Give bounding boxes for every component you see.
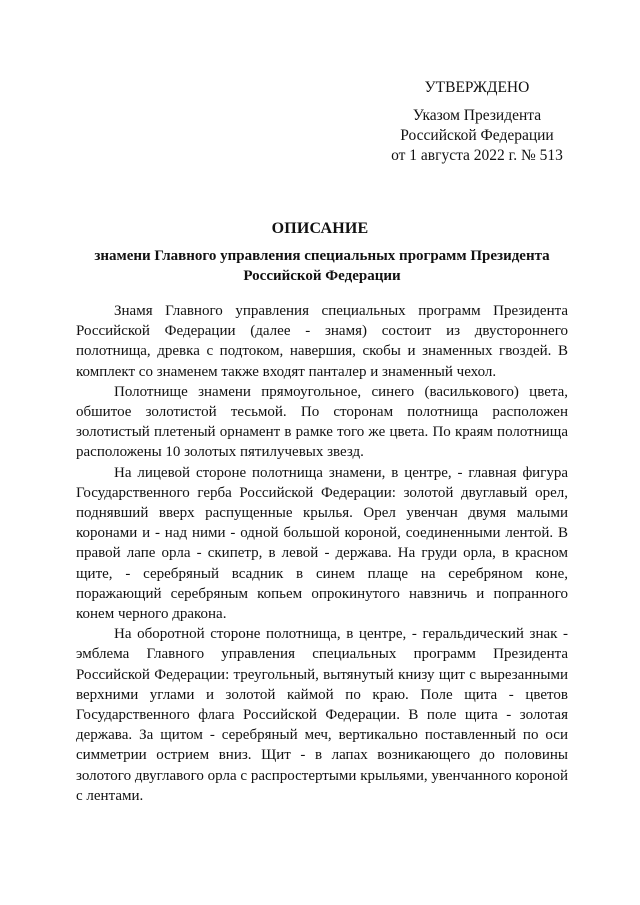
approval-line-1: Указом Президента <box>412 107 542 124</box>
paragraph-2: Полотнище знамени прямоугольное, синего (василькового) цвета, обшитое золотистой тесьмой. По сторонам полотнища расположен золотистый плетеный орнамент в рамке того же цвета. По краям полотнища расположены 10 золотых пятилучевых звезд. <box>76 383 568 461</box>
approval-block <box>372 78 582 166</box>
document-subtitle: знамени Главного управления специальных программ Президента Российской Федерации <box>94 248 550 284</box>
approval-stamp: УТВЕРЖДЕНО <box>424 79 530 96</box>
paragraph-1: Знамя Главного управления специальных программ Президента Российской Федерации (далее - знамя) состоит из двустороннего полотнища, древка с подтоком, навершия, скобы и знаменных гвоздей. В комплект со знаменем также входят панталер и знаменный чехол. <box>76 303 568 380</box>
approval-line-2: Российской Федерации <box>400 127 554 144</box>
paragraph-3: На лицевой стороне полотнища знамени, в центре, - главная фигура Государственного герба Российской Федерации: золотой двуглавый орел, поднявший вверх распущенные крылья. Орел увенчан двумя малыми коронами и - над ними - одной большой короной, соединенными лентой. В правой лапе орла - скипетр, в левой - держава. На груди орла, в красном щите, - серебряный всадник в синем плаще на серебряном коне, поражающий серебряным копьем опрокинутого навзничь и попранного конем черного дракона. <box>76 464 568 623</box>
paragraph-4: На оборотной стороне полотнища, в центре, - геральдический знак - эмблема Главного управления специальных программ Президента Российской Федерации: треугольный, вытянутый книзу щит с вырезанными верхними углами и золотой каймой по краю. Поле щита - цветов Государственного флага Российской Федерации. В поле щита - золотая держава. За щитом - серебряный меч, вертикально поставленный по оси симметрии острием вниз. Щит - в лапах возникающего до половины золотого двуглавого орла с распростертыми крыльями, увенчанного короной с лентами. <box>76 626 568 804</box>
document-body <box>76 301 568 806</box>
document-title: ОПИСАНИЕ <box>271 220 369 237</box>
approval-line-3: от 1 августа 2022 г. № 513 <box>391 147 563 164</box>
